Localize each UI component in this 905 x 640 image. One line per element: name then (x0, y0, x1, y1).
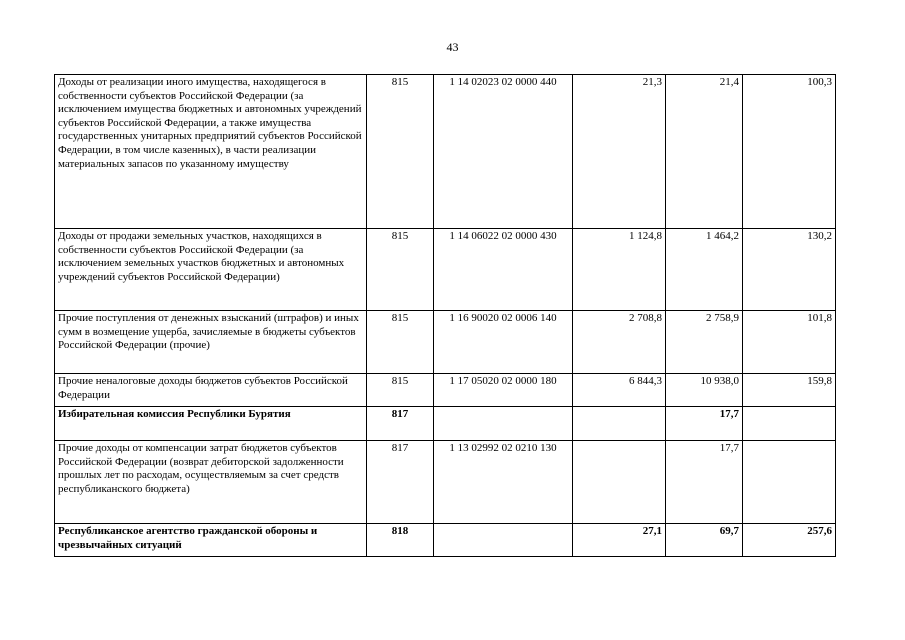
row-code-cell: 1 16 90020 02 0006 140 (434, 311, 573, 374)
row-name-cell: Доходы от продажи земельных участков, находящихся в собственности субъектов Российской Федерации (за исключением земельных участков бюджетных и автономных учреждений субъектов Российской Федерации) (55, 229, 367, 311)
row-name-cell: Прочие неналоговые доходы бюджетов субъектов Российской Федерации (55, 374, 367, 407)
row-value-cell: 2 758,9 (666, 311, 743, 374)
table-row (55, 374, 836, 407)
revenue-table (54, 74, 836, 557)
row-name-cell: Избирательная комиссия Республики Бурятия (55, 407, 367, 441)
row-admin-cell: 815 (367, 229, 434, 311)
row-code-cell: 1 14 02023 02 0000 440 (434, 75, 573, 229)
row-value-cell: 6 844,3 (573, 374, 666, 407)
row-code-cell: 1 17 05020 02 0000 180 (434, 374, 573, 407)
row-name-cell: Прочие доходы от компенсации затрат бюджетов субъектов Российской Федерации (возврат дебиторской задолженности прошлых лет по расходам, осуществляемым за счет средств республиканского бюджета) (55, 441, 367, 524)
page-number: 43 (446, 40, 459, 54)
table-row (55, 524, 836, 557)
row-admin-cell: 815 (367, 374, 434, 407)
row-name-cell: Республиканское агентство гражданской обороны и чрезвычайных ситуаций (55, 524, 367, 557)
row-value-cell: 21,4 (666, 75, 743, 229)
row-value-cell (573, 441, 666, 524)
row-value-cell: 101,8 (743, 311, 836, 374)
table-row (55, 407, 836, 441)
row-name-cell: Прочие поступления от денежных взысканий (штрафов) и иных сумм в возмещение ущерба, зачисляемые в бюджеты субъектов Российской Федерации (прочие) (55, 311, 367, 374)
row-value-cell: 100,3 (743, 75, 836, 229)
row-value-cell (743, 407, 836, 441)
row-value-cell (743, 441, 836, 524)
row-value-cell: 17,7 (666, 407, 743, 441)
row-code-cell (434, 407, 573, 441)
row-value-cell: 10 938,0 (666, 374, 743, 407)
row-value-cell: 257,6 (743, 524, 836, 557)
row-value-cell: 21,3 (573, 75, 666, 229)
row-admin-cell: 818 (367, 524, 434, 557)
row-code-cell: 1 14 06022 02 0000 430 (434, 229, 573, 311)
table-row (55, 311, 836, 374)
row-admin-cell: 817 (367, 441, 434, 524)
row-code-cell: 1 13 02992 02 0210 130 (434, 441, 573, 524)
row-name-cell: Доходы от реализации иного имущества, находящегося в собственности субъектов Российской Федерации (за исключением имущества бюджетных и автономных учреждений субъектов Российской Федерации, а также имущества государственных унитарных предприятий субъектов Российской Федерации, в том числе казенных), в части реализации материальных запасов по указанному имуществу (55, 75, 367, 229)
row-admin-cell: 815 (367, 75, 434, 229)
row-admin-cell: 817 (367, 407, 434, 441)
row-value-cell: 2 708,8 (573, 311, 666, 374)
row-code-cell (434, 524, 573, 557)
row-admin-cell: 815 (367, 311, 434, 374)
row-value-cell: 27,1 (573, 524, 666, 557)
row-value-cell: 69,7 (666, 524, 743, 557)
table-row (55, 75, 836, 229)
row-value-cell (573, 407, 666, 441)
table-row (55, 229, 836, 311)
row-value-cell: 1 124,8 (573, 229, 666, 311)
table-row (55, 441, 836, 524)
row-value-cell: 1 464,2 (666, 229, 743, 311)
row-value-cell: 130,2 (743, 229, 836, 311)
row-value-cell: 17,7 (666, 441, 743, 524)
row-value-cell: 159,8 (743, 374, 836, 407)
